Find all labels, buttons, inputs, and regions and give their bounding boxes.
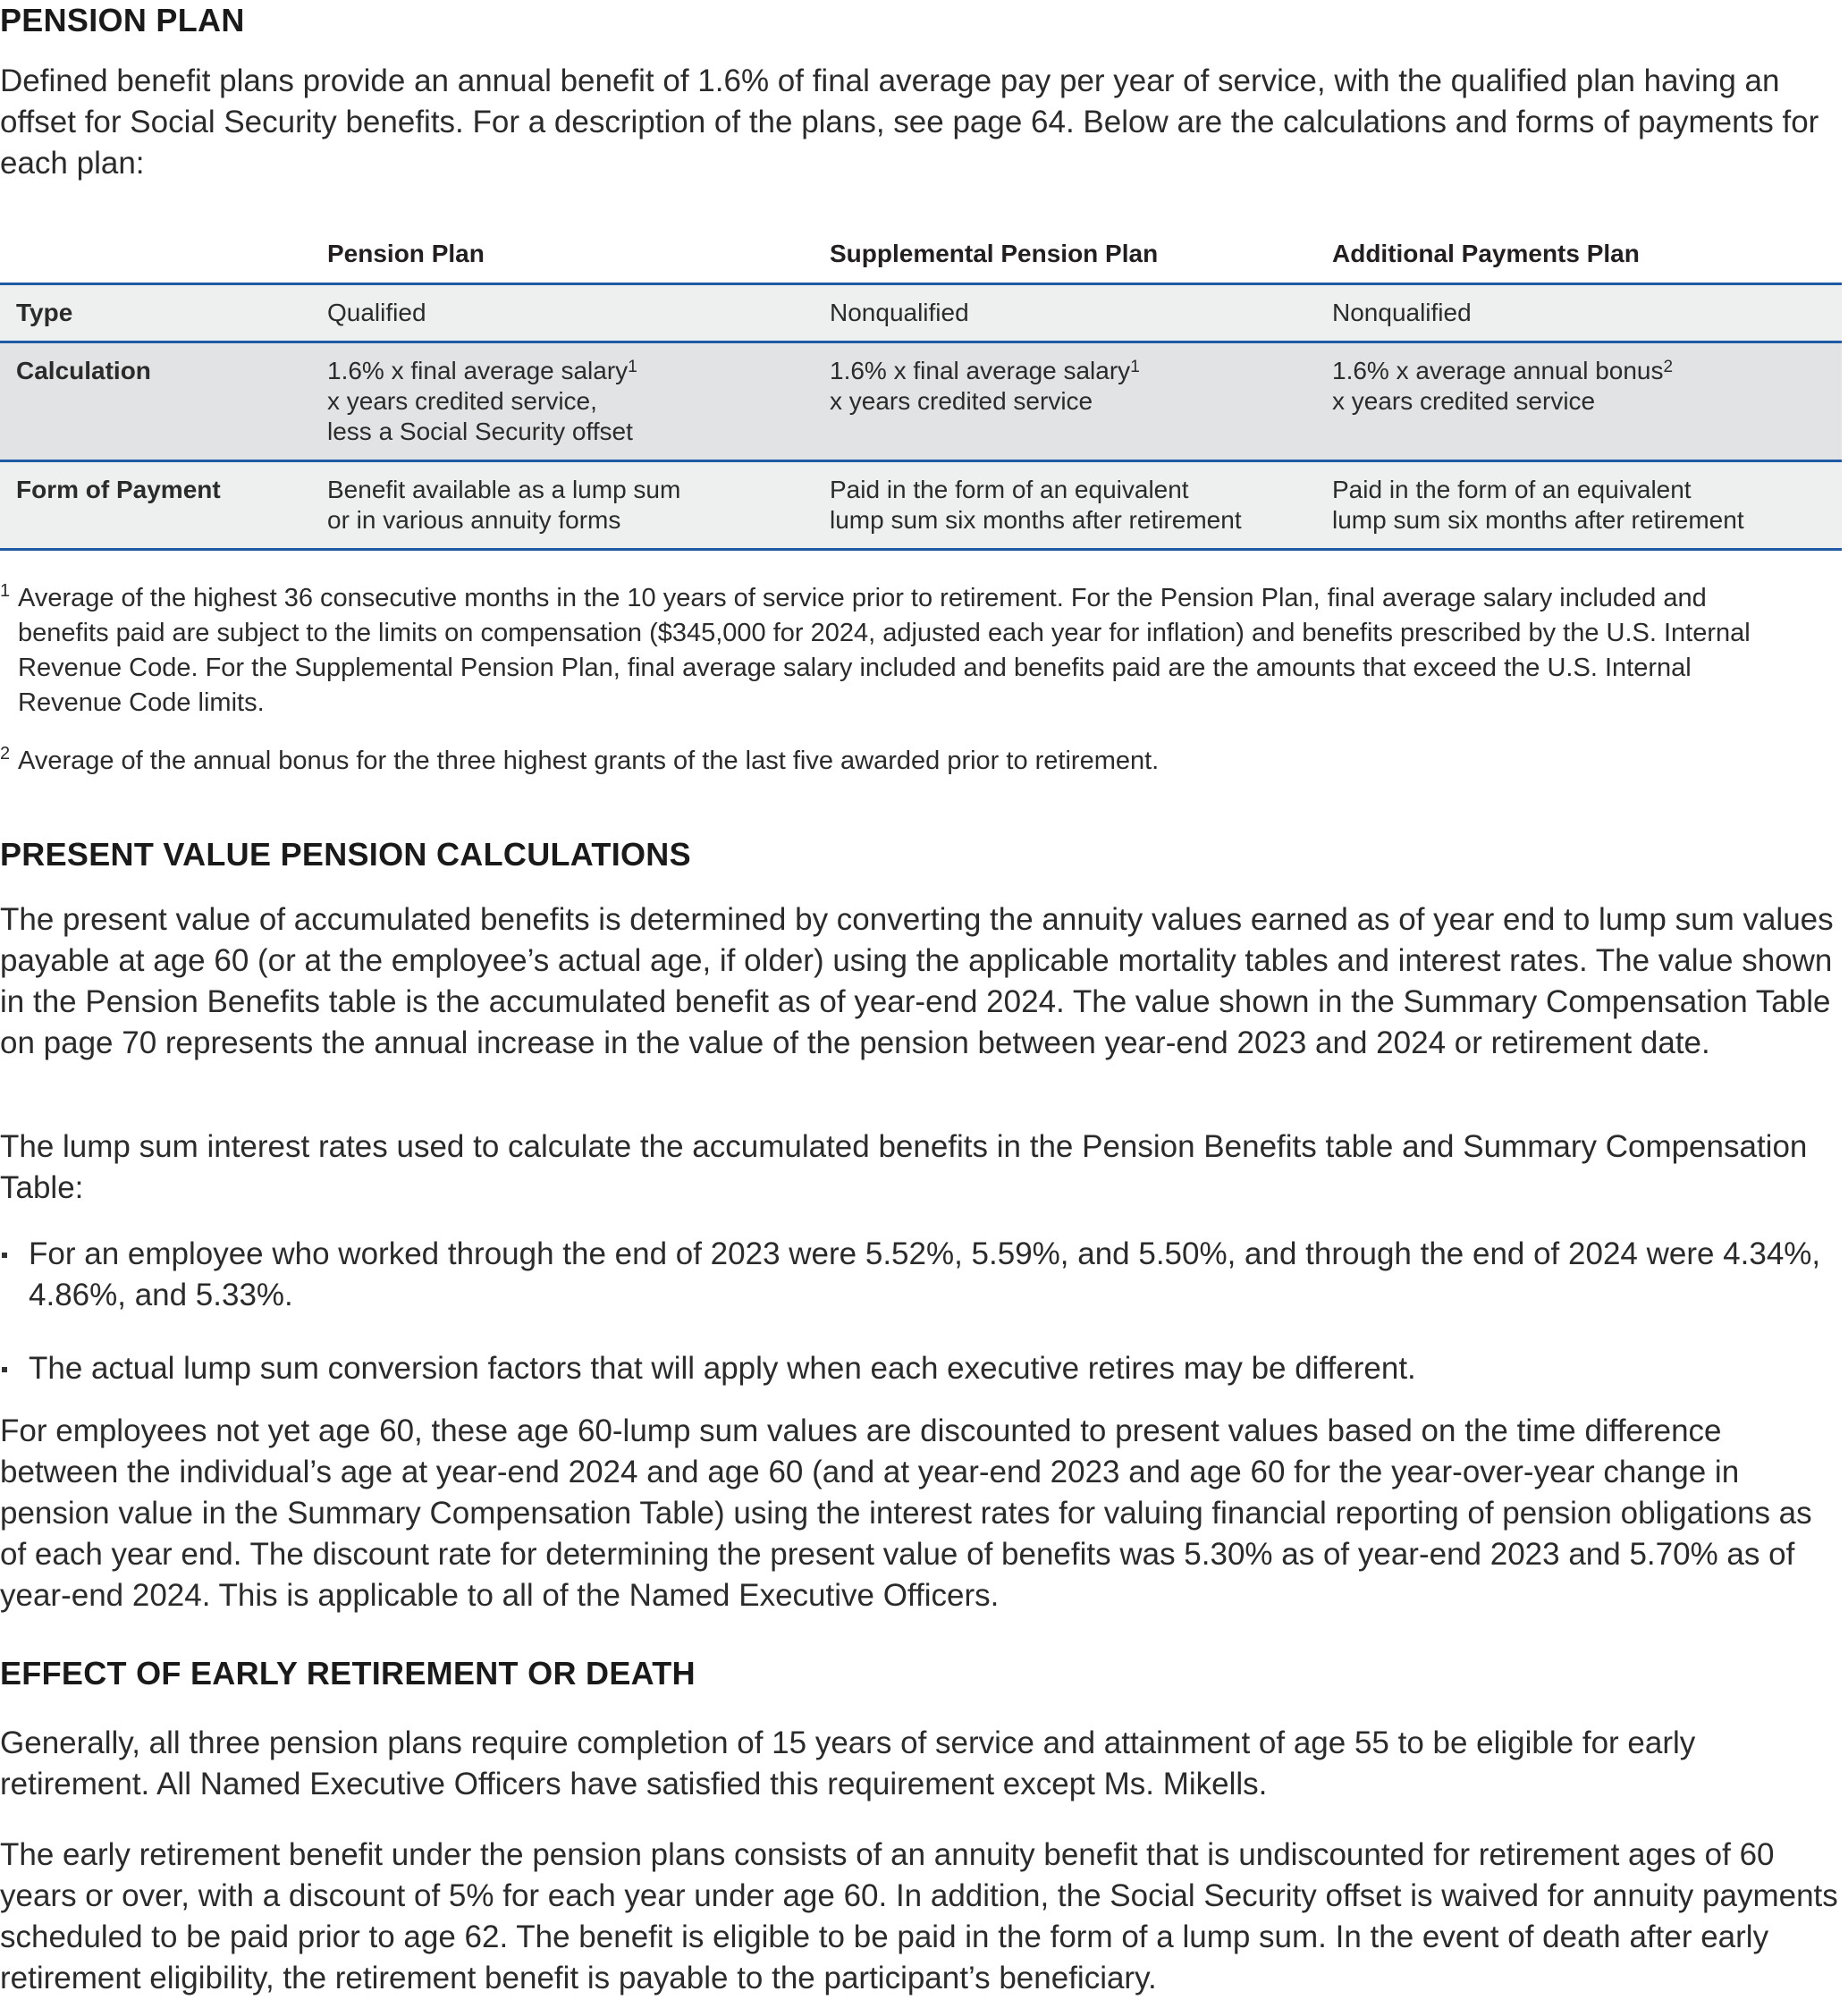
- column-header-supplemental-plan: Supplemental Pension Plan: [830, 240, 1159, 267]
- payment-pension-plan: Benefit available as a lump sum or in various annuity forms: [327, 476, 681, 534]
- table-row-type: [0, 284, 1842, 342]
- plans-table: [0, 240, 1842, 551]
- footnote-2: 2 Average of the annual bonus for the three highest grants of the last five awarded prior to retirement.: [0, 744, 1160, 775]
- column-header-pension-plan: Pension Plan: [327, 240, 485, 267]
- present-value-para-3: For employees not yet age 60, these age 60-lump sum values are discounted to present values based on the time difference between the individual’s age at year-end 2024 and age 60 (and at year-end 2023 and age 60 for the year-over-year change in pension value in the Summary Compensation Table) using the interest rates for valuing financial reporting of pension obligations as of each year end. The discount rate for determining the present value of benefits was 5.30% as of year-end 2023 and 5.70% as of year-end 2024. This is applicable to all of the Named Executive Officers.: [0, 1413, 1812, 1613]
- table-row-form-of-payment: [0, 461, 1842, 550]
- interest-rate-bullets: [0, 1234, 1842, 1316]
- type-additional-payments-plan: Nonqualified: [1332, 299, 1472, 326]
- early-retirement-heading: EFFECT OF EARLY RETIREMENT OR DEATH: [0, 1655, 696, 1692]
- footnote-1: 1 Average of the highest 36 consecutive months in the 10 years of service prior to retirement. For the Pension Plan, final average salary included and benefits paid are subject to the limits on compensation ($345,000 for 2024, adjusted each year for inflation) and benefits prescribed by the U.S. Internal Revenue Code. For the Supplemental Pension Plan, final average salary included and benefits paid are the amounts that exceed the U.S. Internal Revenue Code limits.: [0, 581, 1751, 717]
- calculation-additional-payments-plan: 1.6% x average annual bonus$^2$ x years credited service: [1332, 357, 1674, 415]
- pension-plan-heading: PENSION PLAN: [0, 2, 245, 38]
- type-supplemental-plan: Nonqualified: [830, 299, 969, 326]
- calculation-supplemental-plan: 1.6% x final average salary$^1$ x years credited service: [830, 357, 1140, 415]
- footnote-ref-1: 1: [628, 358, 637, 376]
- row-label-form-of-payment: Form of Payment: [16, 476, 221, 503]
- bullet-item: For an employee who worked through the end of 2023 were 5.52%, 5.59%, and 5.50%, and through the end of 2024 were 4.34%, 4.86%, and 5.33%.: [0, 1234, 1842, 1316]
- table-header-row: [0, 240, 1842, 284]
- bullet-item: The actual lump sum conversion factors that will apply when each executive retires may be different.: [0, 1348, 1842, 1389]
- row-label-type: Type: [16, 299, 73, 326]
- table-row-calculation: [0, 342, 1842, 461]
- early-retirement-para-1: Generally, all three pension plans require completion of 15 years of service and attainment of age 55 to be eligible for early retirement. All Named Executive Officers have satisfied this requirement except Ms. Mikells.: [0, 1725, 1696, 1801]
- calculation-pension-plan: 1.6% x final average salary$^1$ x years credited service, less a Social Security offset: [327, 357, 637, 445]
- type-pension-plan: Qualified: [327, 299, 426, 326]
- payment-additional-payments-plan: Paid in the form of an equivalent lump sum six months after retirement: [1332, 476, 1744, 534]
- footnote-ref-2: 2: [1663, 358, 1674, 376]
- payment-supplemental-plan: Paid in the form of an equivalent lump sum six months after retirement: [830, 476, 1242, 534]
- early-retirement-para-2: The early retirement benefit under the pension plans consists of an annuity benefit that is undiscounted for retirement ages of 60 years or over, with a discount of 5% for each year under age 60. In addition, the Social Security offset is waived for annuity payments scheduled to be paid prior to age 62. The benefit is eligible to be paid in the form of a lump sum. In the event of death after early retirement eligibility, the retirement benefit is payable to the participant’s beneficiary.: [0, 1837, 1838, 1995]
- present-value-para-2: The lump sum interest rates used to calculate the accumulated benefits in the Pension Benefits table and Summary Compensation Table:: [0, 1129, 1808, 1205]
- bullet-icon: [2, 1367, 7, 1372]
- footnote-ref-1: 1: [1130, 358, 1140, 376]
- pension-plan-intro: Defined benefit plans provide an annual benefit of 1.6% of final average pay per year of service, with the qualified plan having an offset for Social Security benefits. For a description of the plans, see page 64. Below are the calculations and forms of payments for each plan:: [0, 63, 1819, 181]
- present-value-para-1: The present value of accumulated benefits is determined by converting the annuity values earned as of year end to lump sum values payable at age 60 (or at the employee’s actual age, if older) using the applicable mortality tables and interest rates. The value shown in the Pension Benefits table is the accumulated benefit as of year-end 2024. The value shown in the Summary Compensation Table on page 70 represents the annual increase in the value of the pension between year-end 2023 and 2024 or retirement date.: [0, 902, 1834, 1060]
- column-header-additional-payments-plan: Additional Payments Plan: [1332, 240, 1640, 267]
- conversion-factor-bullets: [0, 1348, 1842, 1389]
- row-label-calculation: Calculation: [16, 357, 151, 384]
- present-value-heading: PRESENT VALUE PENSION CALCULATIONS: [0, 836, 691, 873]
- bullet-icon: [2, 1253, 7, 1258]
